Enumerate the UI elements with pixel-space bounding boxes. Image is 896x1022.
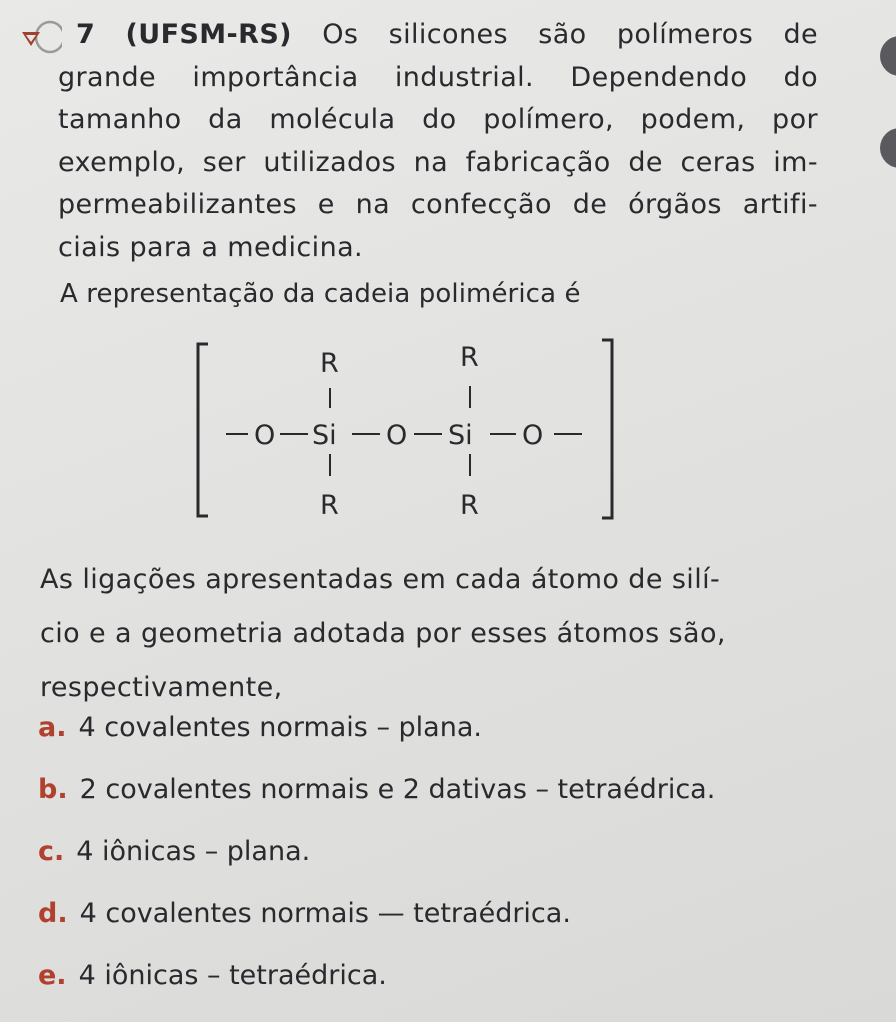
option-text: 4 covalentes normais — tetraédrica. bbox=[79, 898, 571, 929]
question-number: 7 bbox=[76, 19, 96, 50]
intro-line-6: ciais para a medicina. bbox=[58, 231, 364, 263]
left-bracket bbox=[198, 344, 208, 516]
question-bullet-icon bbox=[20, 30, 42, 48]
option-a[interactable] bbox=[38, 697, 858, 759]
option-text: 4 covalentes normais – plana. bbox=[78, 712, 482, 743]
option-b[interactable] bbox=[38, 759, 858, 821]
option-c[interactable] bbox=[38, 821, 858, 883]
followup-line-2: cio e a geometria adotada por esses átomos são, bbox=[40, 618, 726, 649]
question-line-1 bbox=[58, 14, 818, 57]
option-letter: e. bbox=[38, 960, 67, 991]
followup-text bbox=[40, 553, 852, 715]
binder-hole-icon bbox=[880, 128, 896, 168]
option-text: 2 covalentes normais e 2 dativas – tetraédrica. bbox=[79, 774, 716, 805]
binder-hole-icon bbox=[880, 36, 896, 76]
option-d[interactable] bbox=[38, 883, 858, 945]
polymer-chain-formula bbox=[190, 330, 630, 530]
substituent-r-2-bottom: R bbox=[460, 490, 479, 521]
question-source: (UFSM-RS) bbox=[125, 19, 292, 50]
answer-options bbox=[38, 697, 858, 1007]
option-letter: c. bbox=[38, 836, 65, 867]
followup-line-3: respectivamente, bbox=[40, 672, 283, 703]
option-letter: d. bbox=[38, 898, 68, 929]
substituent-r-1-bottom: R bbox=[320, 490, 339, 521]
oxygen-atom-2: O bbox=[386, 420, 408, 451]
silicon-atom-2: Si bbox=[448, 420, 473, 451]
silicon-atom-1: Si bbox=[312, 420, 337, 451]
oxygen-atom-1: O bbox=[254, 420, 276, 451]
option-e[interactable] bbox=[38, 945, 858, 1007]
followup-line-1: As ligações apresentadas em cada átomo de silí- bbox=[40, 564, 721, 595]
question-text bbox=[58, 14, 818, 269]
intro-line-3: tamanho da molécula do polímero, podem, por bbox=[58, 104, 818, 135]
intro-line-1: Os silicones são polímeros de bbox=[322, 19, 819, 50]
substituent-r-1-top: R bbox=[320, 348, 339, 379]
question-stem: A representação da cadeia polimérica é bbox=[60, 279, 581, 309]
right-bracket bbox=[602, 340, 612, 518]
oxygen-atom-3: O bbox=[522, 420, 544, 451]
intro-line-5: permeabilizantes e na confecção de órgãos artifi- bbox=[58, 189, 818, 220]
option-letter: b. bbox=[38, 774, 68, 805]
substituent-r-2-top: R bbox=[460, 342, 479, 373]
option-letter: a. bbox=[38, 712, 67, 743]
option-text: 4 iônicas – plana. bbox=[76, 836, 311, 867]
formula-diagram bbox=[190, 330, 630, 530]
intro-line-2: grande importância industrial. Dependendo do bbox=[58, 61, 818, 93]
intro-line-4: exemplo, ser utilizados na fabricação de ceras im- bbox=[58, 146, 818, 178]
option-text: 4 iônicas – tetraédrica. bbox=[78, 960, 387, 991]
